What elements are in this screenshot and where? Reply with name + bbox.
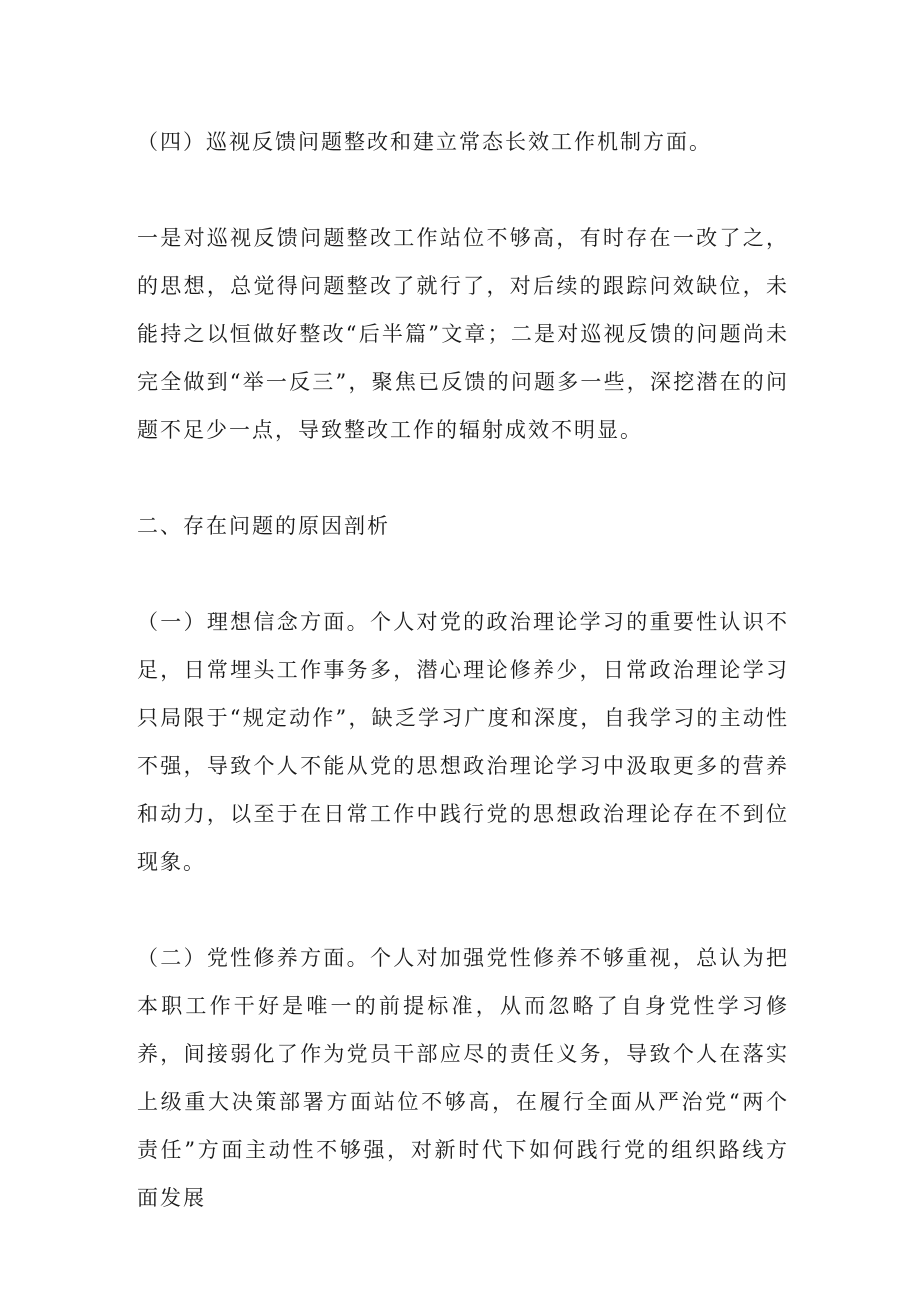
paragraph-ideals-beliefs: （一）理想信念方面。个人对党的政治理论学习的重要性认识不足，日常埋头工作事务多，潜心理论修养少，日常政治理论学习只局限于“规定动作”，缺乏学习广度和深度，自我学习的主动性不强，导致个人不能从党的思想政治理论学习中汲取更多的营养和动力，以至于在日常工作中践行党的思想政治理论存在不到位现象。 — [137, 610, 789, 874]
section-two-title: 二、存在问题的原因剖析 — [137, 514, 390, 538]
paragraph-party-spirit: （二）党性修养方面。个人对加强党性修养不够重视，总认为把本职工作干好是唯一的前提标准，从而忽略了自身党性学习修养，间接弱化了作为党员干部应尽的责任义务，导致个人在落实上级重大决策部署方面站位不够高，在履行全面从严治党“两个责任”方面主动性不够强，对新时代下如何践行党的组织路线方面发展 — [137, 946, 789, 1210]
subheading-four: （四）巡视反馈问题整改和建立常态长效工作机制方面。 — [137, 130, 712, 154]
paragraph-rectification-issues: 一是对巡视反馈问题整改工作站位不够高，有时存在一改了之，的思想，总觉得问题整改了就行了，对后续的跟踪问效缺位，未能持之以恒做好整改“后半篇”文章；二是对巡视反馈的问题尚未完全做到“举一反三”，聚焦已反馈的问题多一些，深挖潜在的问题不足少一点，导致整改工作的辐射成效不明显。 — [137, 226, 789, 442]
